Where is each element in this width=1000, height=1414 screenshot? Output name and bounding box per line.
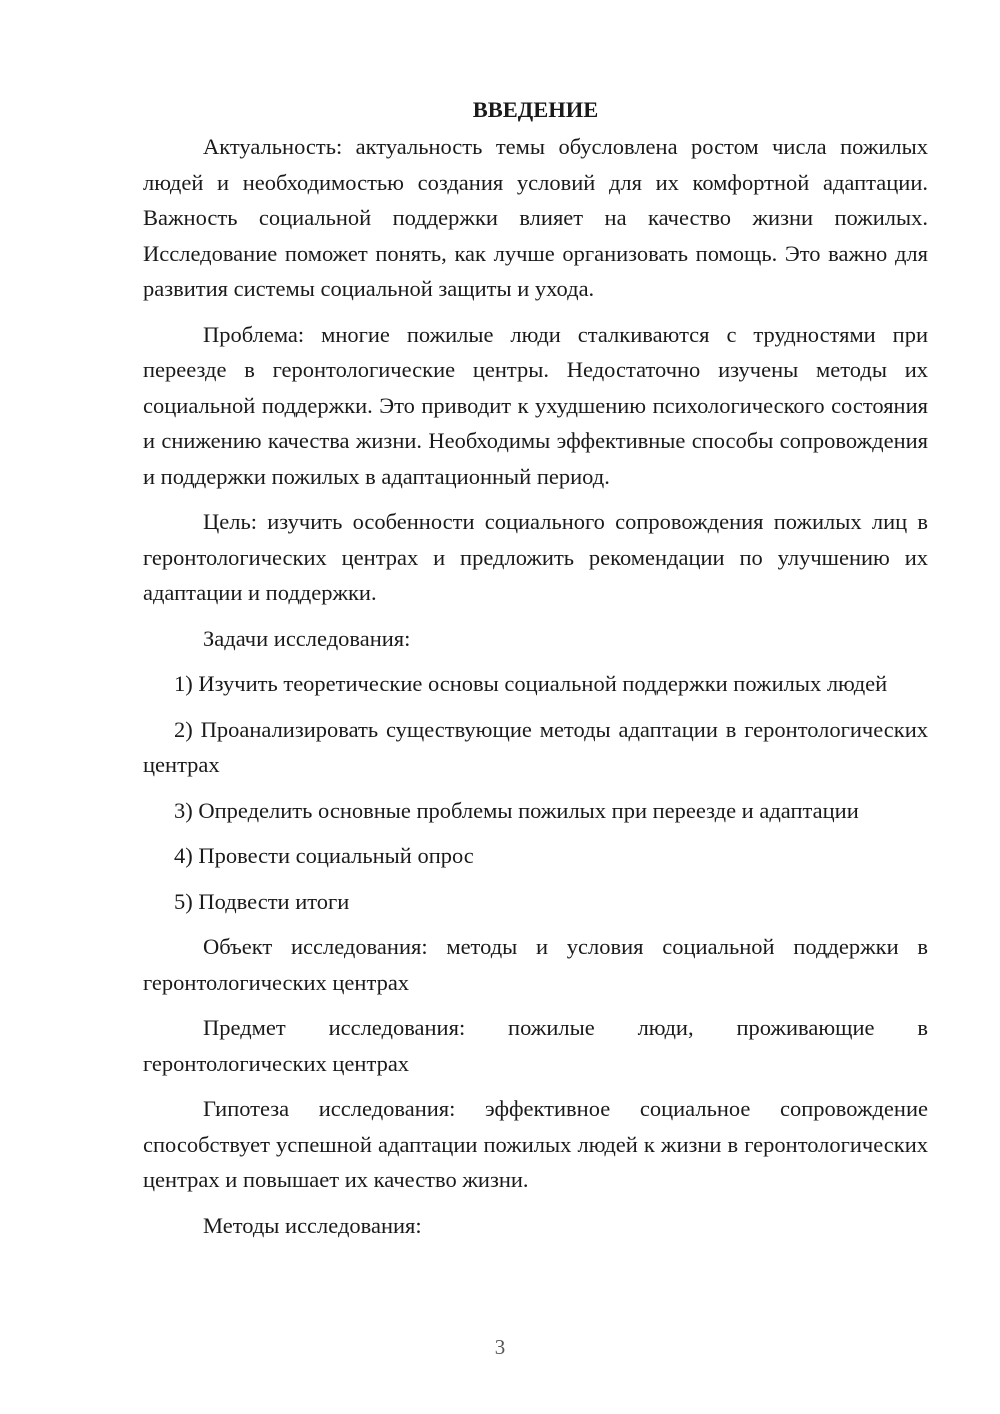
task-item-5: 5) Подвести итоги [174, 888, 350, 914]
paragraph-problem: Проблема: многие пожилые люди сталкиваются с трудностями при переезде в геронтологические центры. Недостаточно изучены методы их социальной поддержки. Это приводит к ухудшению психологического состояния и снижению качества жизни. Необходимы эффективные способы сопровождения и поддержки пожилых в адаптационный период. [143, 321, 928, 489]
paragraph-subject: Предмет исследования: пожилые люди, проживающие в геронтологических центрах [143, 1015, 928, 1076]
task-item-1: 1) Изучить теоретические основы социальной поддержки пожилых людей [174, 671, 888, 696]
paragraph-goal: Цель: изучить особенности социального сопровождения пожилых лиц в геронтологических центрах и предложить рекомендации по улучшению их адаптации и поддержки. [143, 509, 928, 605]
task-item-4: 4) Провести социальный опрос [174, 843, 474, 868]
task-item-2: 2) Проанализировать существующие методы адаптации в геронтологических центрах [143, 716, 928, 777]
paragraph-relevance: Актуальность: актуальность темы обусловлена ростом числа пожилых людей и необходимостью создания условий для их комфортной адаптации. Важность социальной поддержки влияет на качество жизни пожилых. Исследование поможет понять, как лучше организовать помощь. Это важно для развития системы социальной защиты и ухода. [143, 134, 928, 301]
methods-heading: Методы исследования: [203, 1212, 422, 1238]
paragraph-object: Объект исследования: методы и условия социальной поддержки в геронтологических центрах [143, 934, 928, 995]
task-item-3: 3) Определить основные проблемы пожилых при переезде и адаптации [174, 797, 859, 823]
section-heading: ВВЕДЕНИЕ [472, 97, 599, 122]
document-page [143, 92, 928, 1253]
paragraph-hypothesis: Гипотеза исследования: эффективное социальное сопровождение способствует успешной адаптации пожилых людей к жизни в геронтологических центрах и повышает их качество жизни. [143, 1096, 928, 1192]
tasks-heading: Задачи исследования: [203, 625, 411, 651]
page-number: 3 [494, 1335, 506, 1359]
